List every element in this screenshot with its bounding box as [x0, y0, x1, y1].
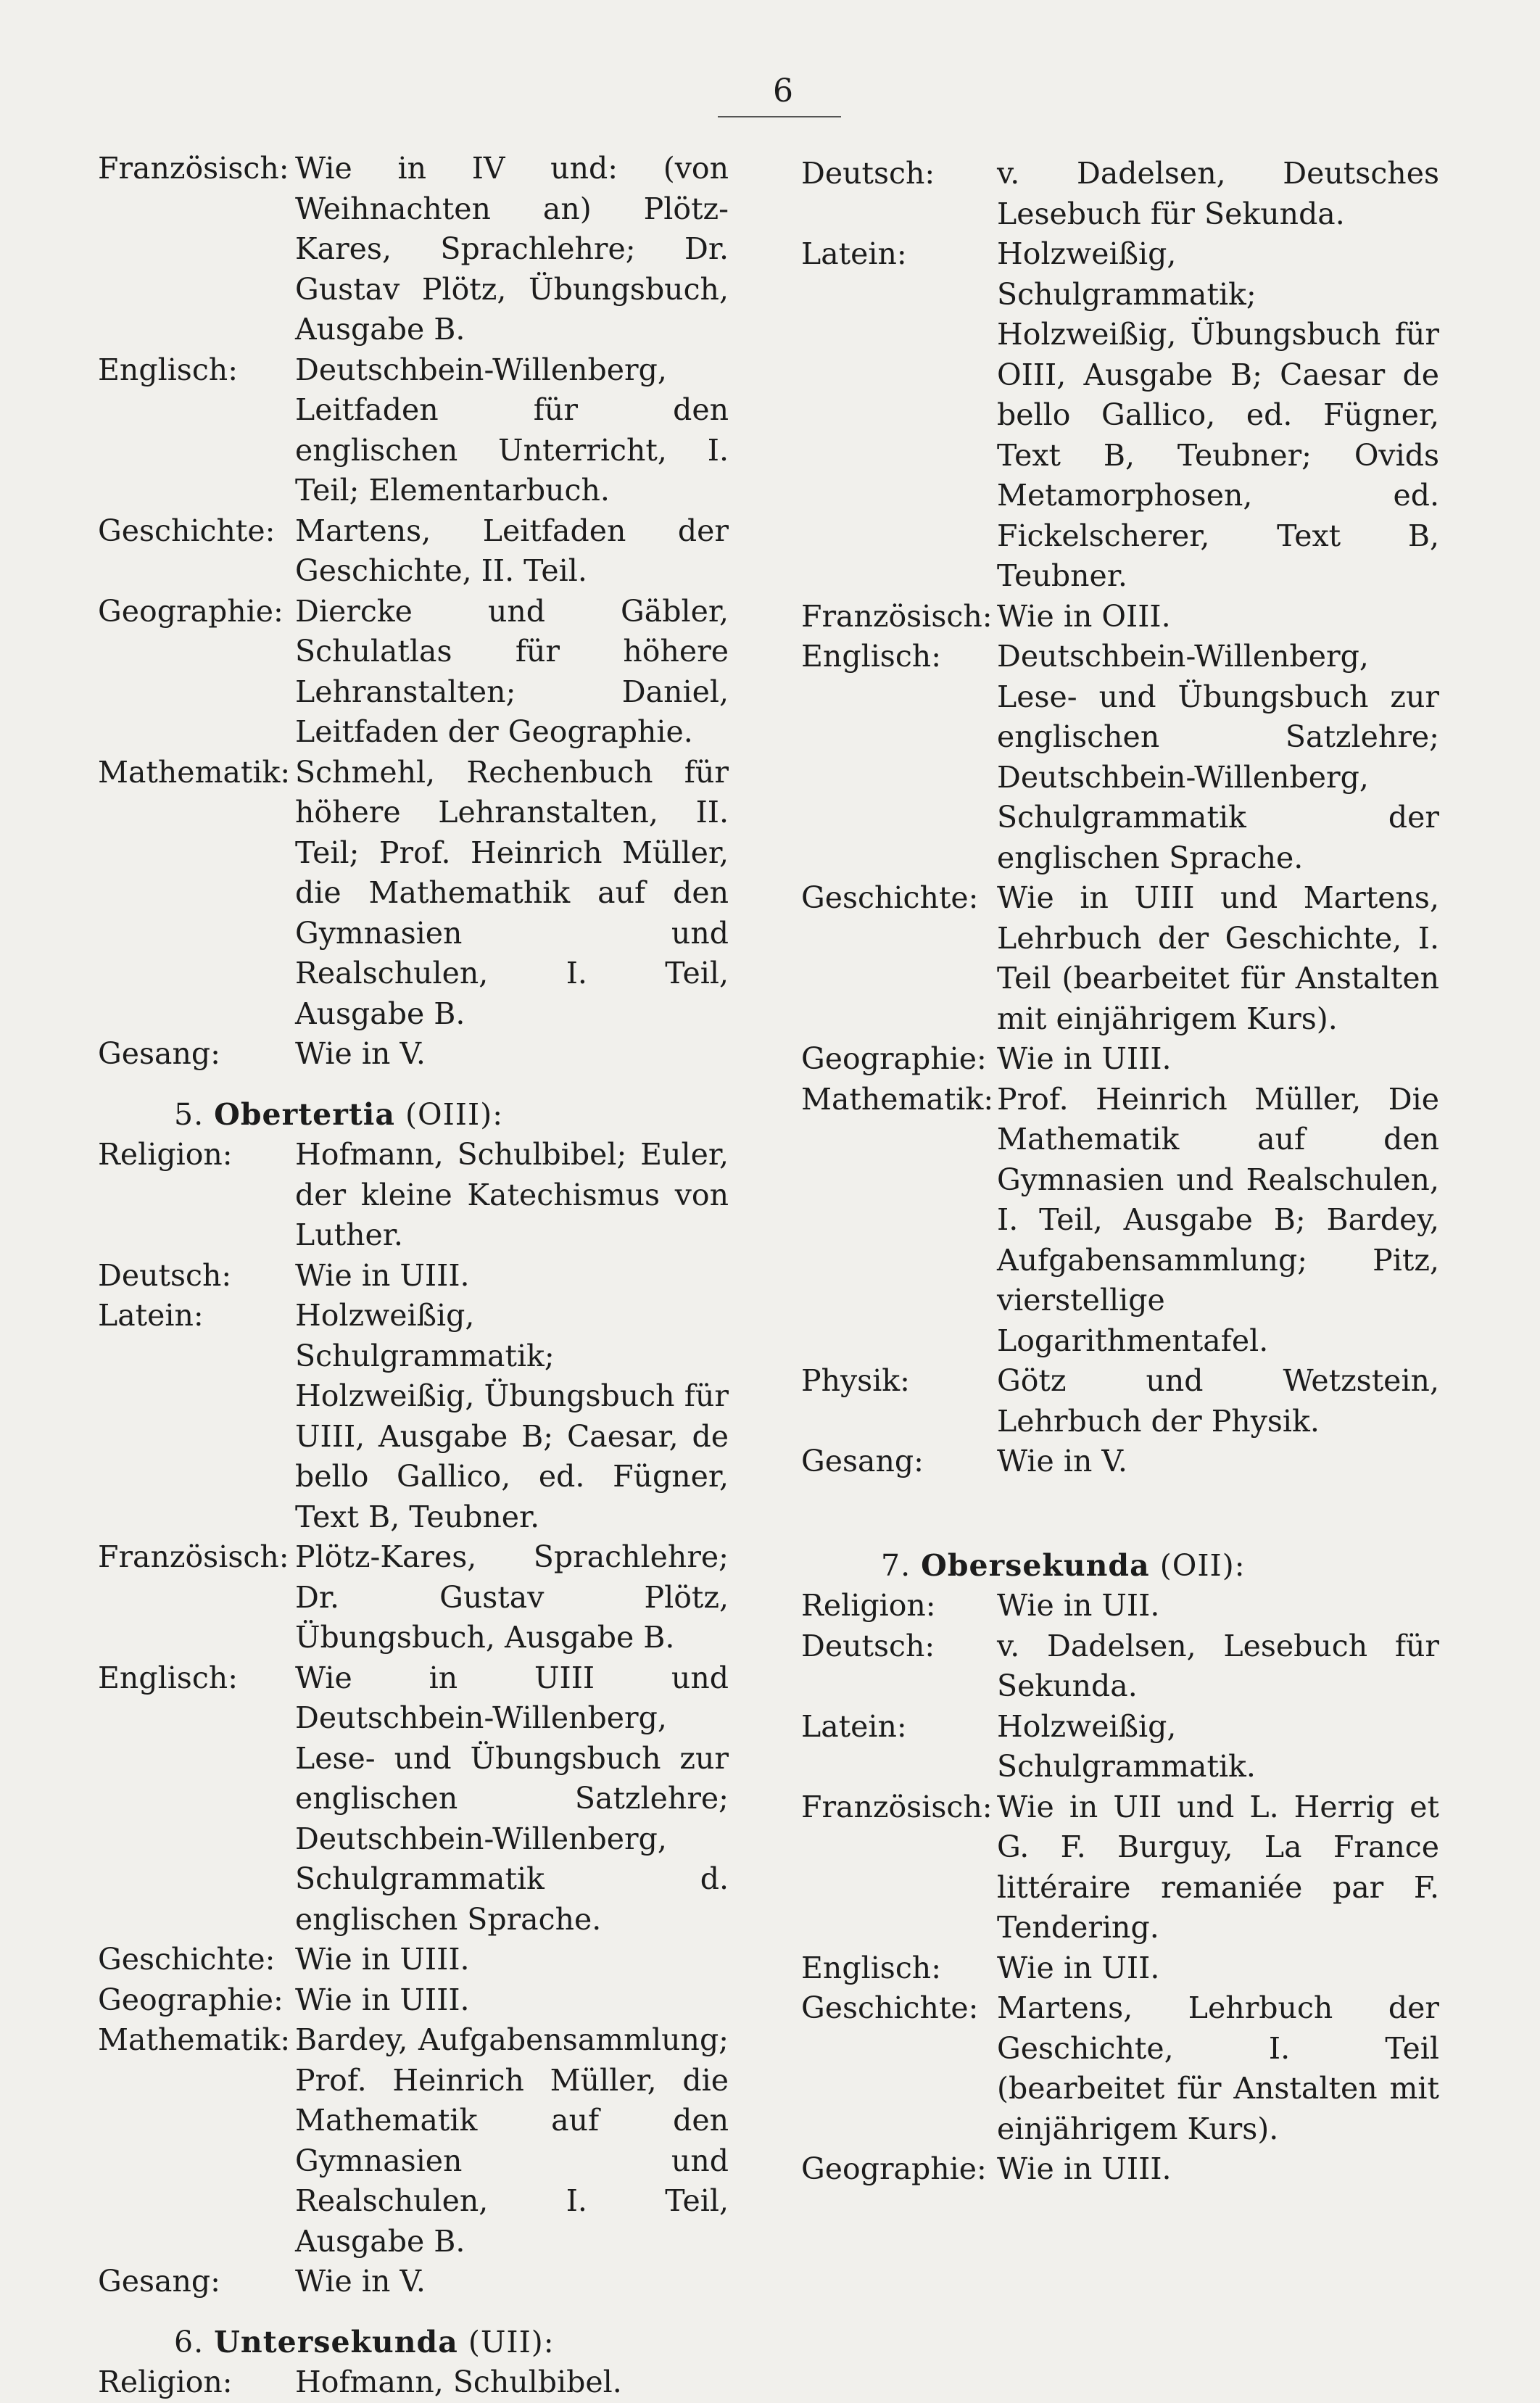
section-name: Obertertia: [214, 1096, 395, 1132]
right-column: [801, 154, 1439, 2190]
entry-latein: [801, 234, 1439, 597]
section-abbr: (UII):: [468, 2324, 555, 2359]
book-list: Deutschbein-Willenberg, Leitfaden für den englischen Unterricht, I. Teil; Elementarbuch.: [295, 352, 729, 508]
book-list: v. Dadelsen, Lesebuch für Sekunda.: [997, 1628, 1439, 1703]
book-list: Wie in UIII.: [295, 1942, 470, 1977]
subject-label: Französisch:: [98, 151, 289, 186]
entry-franzoesisch: [801, 1787, 1439, 1948]
section-heading-untersekunda: [98, 2323, 729, 2363]
book-list: Wie in UII und L. Herrig et G. F. Burguy, La France littéraire remaniée par F. Tendering.: [997, 1789, 1439, 1945]
book-list: Wie in UIII und Deutschbein-Willenberg, Lese- und Übungsbuch zur englischen Satzlehre; Deutschbein-Willenberg, Schulgrammatik d. englischen Sprache.: [295, 1660, 729, 1937]
subject-label: Französisch:: [801, 1789, 993, 1824]
book-list: Wie in UIII.: [295, 1982, 470, 2017]
entry-latein: [98, 1296, 729, 1537]
subject-label: Geographie:: [801, 2151, 987, 2186]
section-abbr: (OIII):: [405, 1096, 504, 1132]
entry-deutsch: [801, 154, 1439, 234]
entry-franzoesisch: [98, 149, 729, 350]
book-list: Wie in V.: [295, 1036, 426, 1071]
book-list: Wie in UII.: [997, 1588, 1160, 1623]
subject-label: Geschichte:: [801, 1990, 979, 2025]
book-list: Deutschbein-Willenberg, Lese- und Übungsbuch zur englischen Satzlehre; Deutschbein-Willenberg, Schulgrammatik der englischen Sprache.: [997, 639, 1439, 875]
section-name: Obersekunda: [921, 1547, 1150, 1583]
book-list: Prof. Heinrich Müller, Die Mathematik auf den Gymnasien und Realschulen, I. Teil, Ausgabe B; Bardey, Aufgabensammlung; Pitz, vierstellige Logarithmentafel.: [997, 1081, 1439, 1358]
book-list: Schmehl, Rechenbuch für höhere Lehranstalten, II. Teil; Prof. Heinrich Müller, die Mathemathik auf den Gymnasien und Realschulen, I. Teil, Ausgabe B.: [295, 754, 729, 1031]
page-number: 6: [773, 73, 793, 109]
subject-label: Französisch:: [98, 1539, 289, 1574]
entry-mathematik: [98, 2020, 729, 2262]
entry-geschichte: [801, 878, 1439, 1039]
page-number-rule: [718, 116, 841, 117]
entry-englisch: [98, 1658, 729, 1940]
subject-label: Latein:: [98, 1298, 204, 1333]
subject-label: Geographie:: [98, 1982, 283, 2017]
subject-label: Latein:: [801, 236, 907, 271]
book-list: Wie in UII.: [997, 1950, 1160, 1985]
left-column: [98, 149, 729, 2403]
book-list: Hofmann, Schulbibel; Euler, der kleine Katechismus von Luther.: [295, 1137, 729, 1252]
subject-label: Deutsch:: [801, 1628, 935, 1663]
book-list: Wie in UIII.: [997, 1041, 1172, 1076]
entry-englisch: [801, 637, 1439, 878]
subject-label: Religion:: [98, 2365, 233, 2399]
subject-label: Religion:: [801, 1588, 936, 1623]
subject-label: Physik:: [801, 1363, 910, 1398]
book-list: Martens, Lehrbuch der Geschichte, I. Teil (bearbeitet für Anstalten mit einjährigem Kurs).: [997, 1990, 1439, 2146]
subject-label: Geschichte:: [801, 880, 979, 915]
entry-religion: [801, 1586, 1439, 1626]
book-list: Wie in OIII.: [997, 598, 1171, 634]
section-heading-obersekunda: [801, 1546, 1439, 1587]
section-number: 6.: [174, 2324, 204, 2359]
subject-label: Englisch:: [801, 1950, 942, 1985]
subject-label: Mathematik:: [98, 754, 291, 790]
book-list: Holzweißig, Schulgrammatik; Holzweißig, Übungsbuch für UIII, Ausgabe B; Caesar, de bello Gallico, ed. Fügner, Text B, Teubner.: [295, 1298, 729, 1534]
subject-label: Gesang:: [801, 1444, 924, 1478]
book-list: Wie in IV und: (von Weihnachten an) Plötz-Kares, Sprachlehre; Dr. Gustav Plötz, Übungsbuch, Ausgabe B.: [295, 151, 729, 347]
book-list: Wie in UIII.: [295, 1257, 470, 1293]
book-list: Hofmann, Schulbibel.: [295, 2365, 622, 2399]
subject-label: Deutsch:: [98, 1257, 232, 1293]
entry-gesang: [98, 1034, 729, 1075]
subject-label: Religion:: [98, 1137, 233, 1172]
section-number: 7.: [881, 1547, 911, 1583]
entry-mathematik: [801, 1080, 1439, 1362]
entry-geographie: [801, 2149, 1439, 2190]
subject-label: Mathematik:: [98, 2022, 291, 2057]
subject-label: Deutsch:: [801, 156, 935, 191]
subject-label: Englisch:: [98, 352, 239, 387]
book-list: Holzweißig, Schulgrammatik; Holzweißig, Übungsbuch für OIII, Ausgabe B; Caesar de bello Gallico, ed. Fügner, Text B, Teubner; Ovids Metamorphosen, ed. Fickelscherer, Text B, Teubner.: [997, 236, 1439, 593]
entry-geschichte: [98, 511, 729, 592]
subject-label: Latein:: [801, 1708, 907, 1744]
subject-label: Geographie:: [801, 1041, 987, 1076]
entry-geschichte: [98, 1940, 729, 1980]
entry-geographie: [801, 1039, 1439, 1080]
entry-deutsch: [801, 1626, 1439, 1707]
subject-label: Geschichte:: [98, 513, 276, 548]
entry-deutsch: [98, 1256, 729, 1296]
section-name: Untersekunda: [214, 2324, 458, 2359]
entry-religion: [98, 2362, 729, 2403]
subject-label: Geschichte:: [98, 1942, 276, 1977]
book-list: Holzweißig, Schulgrammatik.: [997, 1708, 1256, 1784]
entry-geographie: [98, 1980, 729, 2021]
entry-franzoesisch: [98, 1537, 729, 1658]
entry-englisch: [98, 350, 729, 511]
subject-label: Englisch:: [98, 1660, 239, 1695]
subject-label: Gesang:: [98, 2264, 220, 2299]
section-abbr: (OII):: [1159, 1547, 1246, 1583]
entry-gesang: [98, 2262, 729, 2302]
entry-geographie: [98, 592, 729, 753]
subject-label: Französisch:: [801, 598, 993, 634]
book-list: Wie in UIII.: [997, 2151, 1172, 2186]
book-list: Bardey, Aufgabensammlung; Prof. Heinrich Müller, die Mathematik auf den Gymnasien und Realschulen, I. Teil, Ausgabe B.: [295, 2022, 729, 2259]
book-list: Wie in V.: [295, 2264, 426, 2299]
subject-label: Mathematik:: [801, 1081, 994, 1117]
book-list: Wie in V.: [997, 1444, 1127, 1478]
subject-label: Geographie:: [98, 593, 283, 629]
book-list: Plötz-Kares, Sprachlehre; Dr. Gustav Plötz, Übungsbuch, Ausgabe B.: [295, 1539, 729, 1655]
section-heading-obertertia: [98, 1095, 729, 1136]
entry-gesang: [801, 1442, 1439, 1482]
entry-englisch: [801, 1948, 1439, 1989]
entry-mathematik: [98, 753, 729, 1035]
entry-religion: [98, 1135, 729, 1256]
book-list: Diercke und Gäbler, Schulatlas für höhere Lehranstalten; Daniel, Leitfaden der Geographie.: [295, 593, 729, 749]
section-number: 5.: [174, 1096, 204, 1132]
entry-latein: [801, 1707, 1439, 1787]
book-list: Wie in UIII und Martens, Lehrbuch der Geschichte, I. Teil (bearbeitet für Anstalten mit einjährigem Kurs).: [997, 880, 1439, 1036]
subject-label: Englisch:: [801, 639, 942, 674]
book-list: Martens, Leitfaden der Geschichte, II. Teil.: [295, 513, 729, 588]
book-list: v. Dadelsen, Deutsches Lesebuch für Sekunda.: [997, 156, 1439, 231]
subject-label: Gesang:: [98, 1036, 220, 1071]
entry-geschichte: [801, 1988, 1439, 2149]
entry-franzoesisch: [801, 597, 1439, 637]
book-list: Götz und Wetzstein, Lehrbuch der Physik.: [997, 1363, 1439, 1439]
entry-physik: [801, 1361, 1439, 1442]
